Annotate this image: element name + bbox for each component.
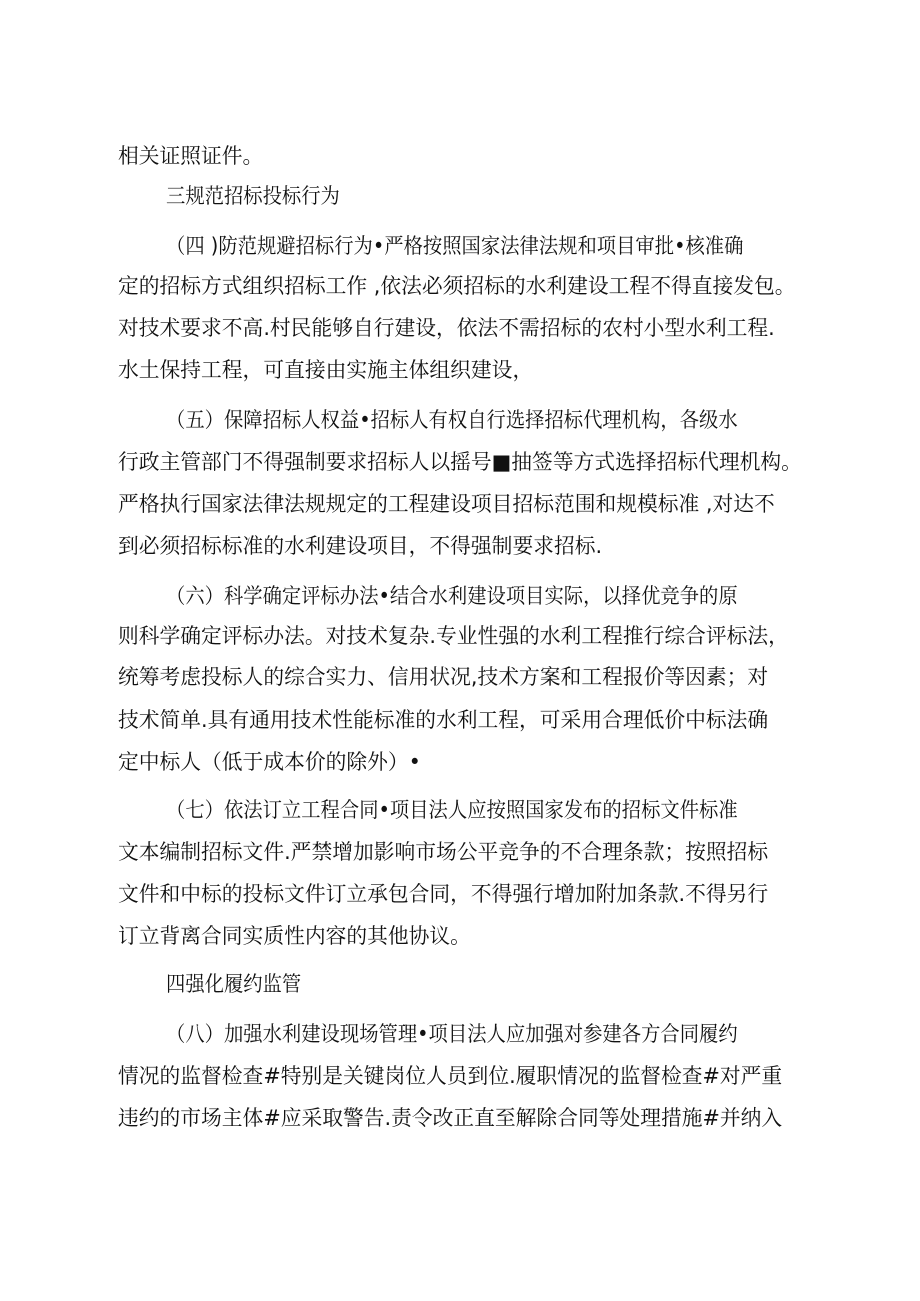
text-line: 情况的监督检查#特别是关键岗位人员到位.履职情况的监督检查#对严重 (118, 1064, 783, 1088)
paragraph-first-line: （七）依法订立工程合同•项目法人应按照国家发布的招标文件标准 (166, 798, 738, 822)
text-line: 相关证照证件。 (118, 144, 264, 168)
text-line: 则科学确定评标办法。对技术复杂.专业性强的水利工程推行综合评标法， (118, 624, 789, 648)
text-line: 对技术要求不高.村民能够自行建设，依法不需招标的农村小型水利工程. (118, 316, 775, 340)
text-line: 文本编制招标文件.严禁增加影响市场公平竞争的不合理条款；按照招标 (118, 840, 769, 864)
text-line: 水土保持工程，可直接由实施主体组织建设， (118, 358, 534, 382)
paragraph-first-line: （六）科学确定评标办法•结合水利建设项目实际，以择优竞争的原 (166, 584, 738, 608)
section-heading: 四强化履约监管 (166, 972, 302, 996)
text-line: 严格执行国家法律法规规定的工程建设项目招标范围和规模标准 ,对达不 (118, 492, 775, 516)
text-line: 定中标人（低于成本价的除外）• (118, 750, 421, 774)
section-heading: 三规范招标投标行为 (166, 184, 340, 208)
text-line: 订立背离合同实质性内容的其他协议。 (118, 924, 471, 948)
text-line: 行政主管部门不得强制要求招标人以摇号■抽签等方式选择招标代理机构。 (118, 450, 802, 474)
text-line: 定的招标方式组织招标工作 ,依法必须招标的水利建设工程不得直接发包。 (118, 274, 796, 298)
paragraph-first-line: （八）加强水利建设现场管理•项目法人应加强对参建各方合同履约 (166, 1022, 738, 1046)
text-line: 统筹考虑投标人的综合实力、信用状况,技术方案和工程报价等因素；对 (118, 665, 769, 689)
paragraph-first-line: （四 )防范规避招标行为•严格按照国家法律法规和项目审批•核准确 (166, 234, 744, 258)
text-line: 技术简单.具有通用技术性能标准的水利工程，可采用合理低价中标法确 (118, 708, 769, 732)
text-line: 违约的市场主体#应采取警告.责令改正直至解除合同等处理措施#并纳入 (118, 1106, 783, 1130)
paragraph-first-line: （五）保障招标人权益•招标人有权自行选择招标代理机构，各级水 (166, 408, 738, 432)
text-line: 文件和中标的投标文件订立承包合同，不得强行增加附加条款.不得另行 (118, 882, 769, 906)
text-line: 到必须招标标准的水利建设项目，不得强制要求招标. (118, 534, 603, 558)
